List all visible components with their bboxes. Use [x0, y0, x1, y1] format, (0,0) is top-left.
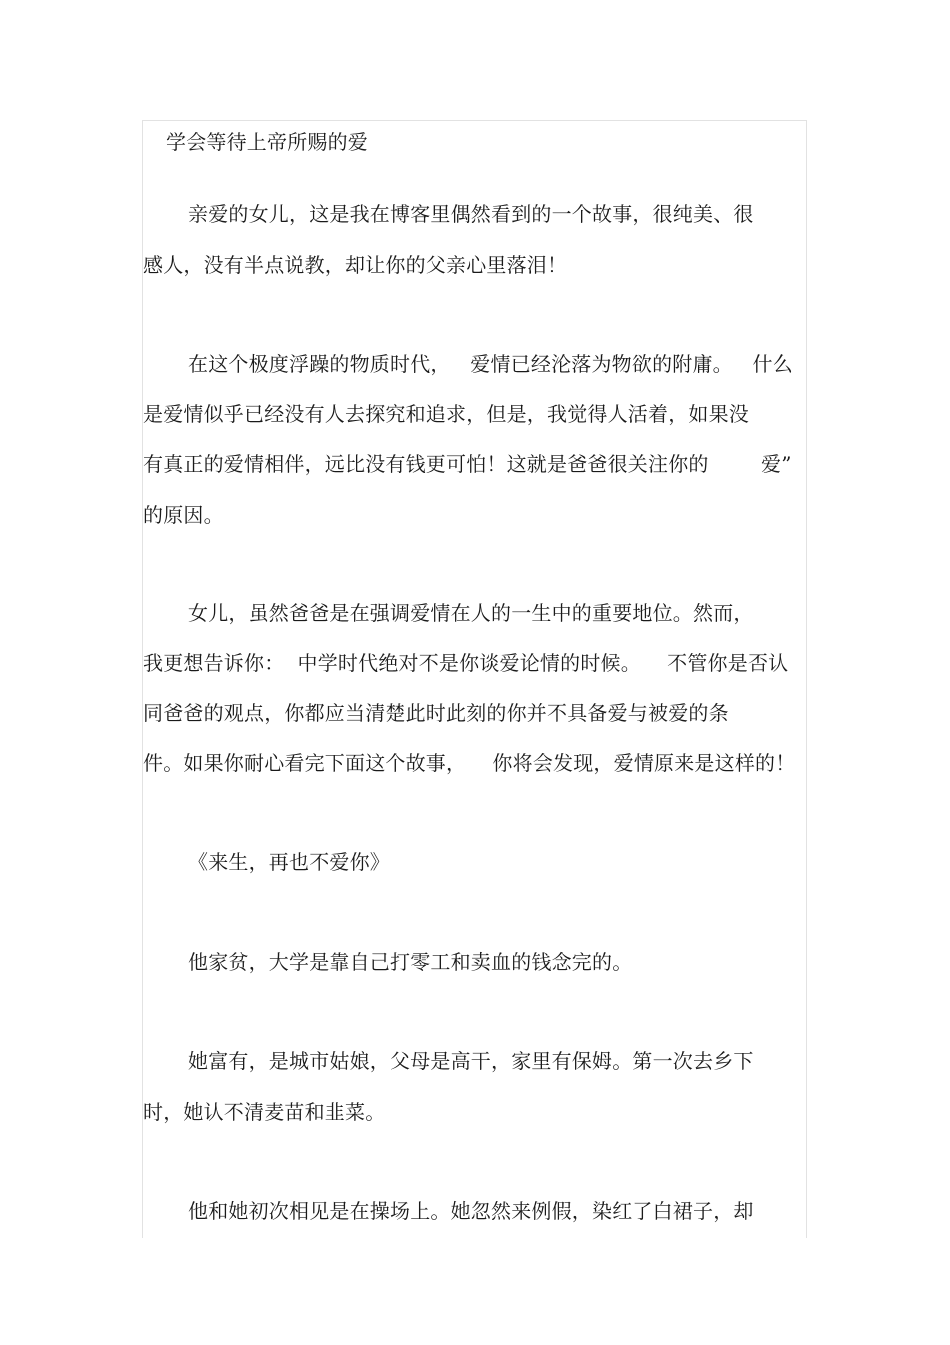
paragraph-line: 在这个极度浮躁的物质时代， 爱情已经沦落为物欲的附庸。 什么 [188, 352, 793, 376]
paragraph-line: 同爸爸的观点，你都应当清楚此时此刻的你并不具备爱与被爱的条 [143, 701, 729, 725]
paragraph-line: 她富有，是城市姑娘，父母是高干，家里有保姆。第一次去乡下 [188, 1049, 754, 1073]
paragraph-line: 时，她认不清麦苗和韭菜。 [143, 1100, 386, 1124]
paragraph-line: 我更想告诉你： 中学时代绝对不是你谈爱论情的时候。 不管你是否认 [143, 651, 789, 675]
paragraph-line: 女儿，虽然爸爸是在强调爱情在人的一生中的重要地位。然而， [188, 601, 754, 625]
story-title: 《来生，再也不爱你》 [188, 850, 390, 874]
document-title: 学会等待上帝所赐的爱 [166, 130, 368, 154]
paragraph-line: 他和她初次相见是在操场上。她忽然来例假，染红了白裙子，却 [188, 1199, 754, 1223]
paragraph-line: 有真正的爱情相伴，远比没有钱更可怕！这就是爸爸很关注你的 爱” [143, 452, 792, 476]
paragraph-line: 是爱情似乎已经没有人去探究和追求，但是，我觉得人活着，如果没 [143, 402, 749, 426]
paragraph-line: 的原因。 [143, 503, 224, 527]
paragraph-line: 他家贫，大学是靠自己打零工和卖血的钱念完的。 [188, 950, 633, 974]
paragraph-line: 感人，没有半点说教，却让你的父亲心里落泪！ [143, 253, 568, 277]
paragraph-line: 件。如果你耐心看完下面这个故事， 你将会发现，爱情原来是这样的！ [143, 751, 796, 775]
paragraph-line: 亲爱的女儿，这是我在博客里偶然看到的一个故事，很纯美、很 [188, 202, 754, 226]
